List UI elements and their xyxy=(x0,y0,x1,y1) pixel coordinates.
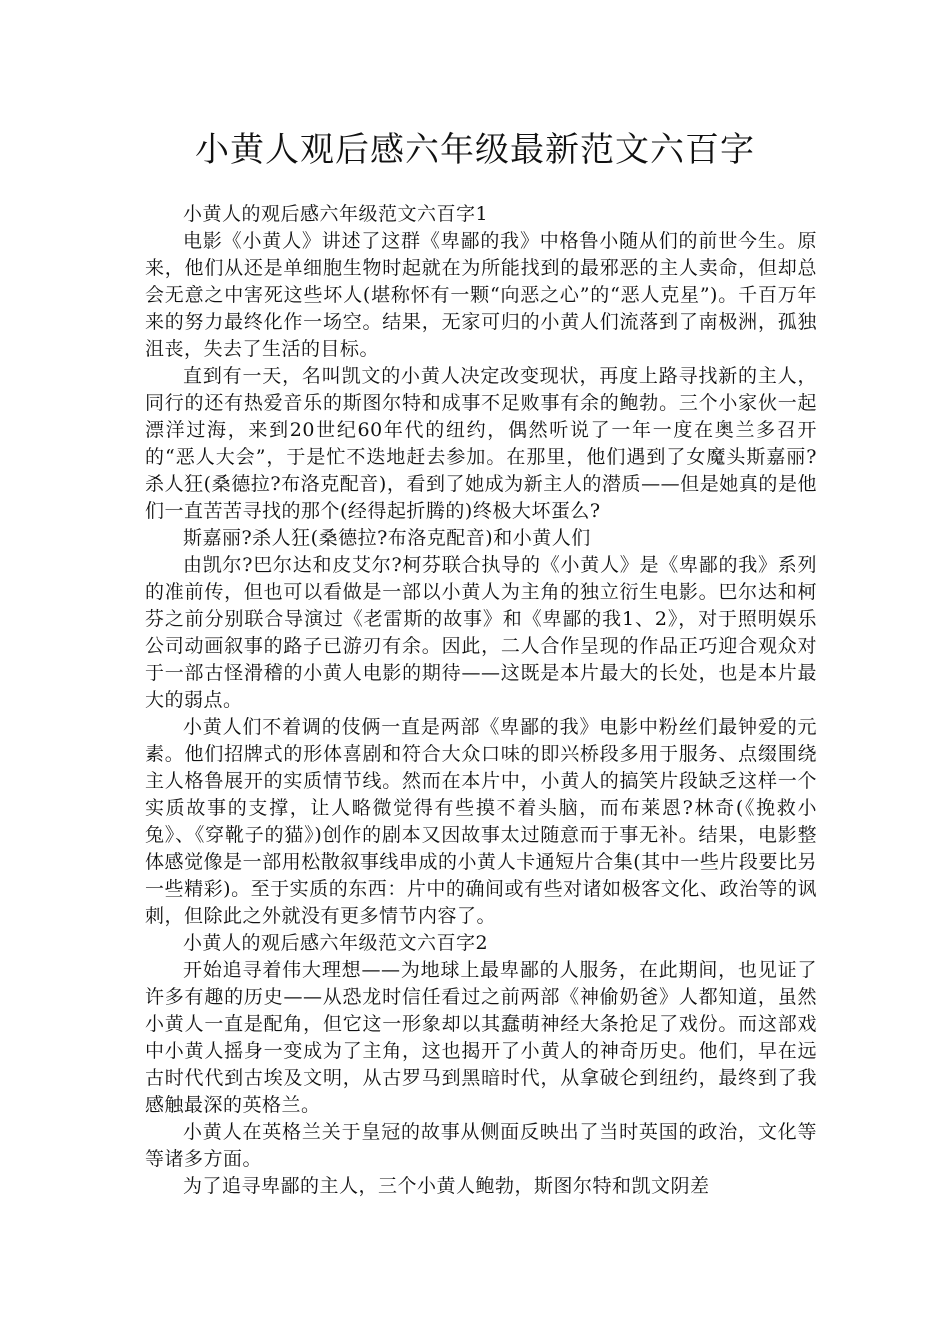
document-body xyxy=(145,201,817,1200)
paragraph-3: 由凯尔?巴尔达和皮艾尔?柯芬联合执导的《小黄人》是《卑鄙的我》系列的准前传，但也可以看做是一部以小黄人为主角的独立衍生电影。巴尔达和柯芬之前分别联合导演过《老雷斯的故事》和《卑鄙的我1、2》，对于照明娱乐公司动画叙事的路子已游刃有余。因此，二人合作呈现的作品正巧迎合观众对于一部古怪滑稽的小黄人电影的期待——这既是本片最大的长处，也是本片最大的弱点。 xyxy=(145,554,817,711)
subheading-caption: 斯嘉丽?杀人狂(桑德拉?布洛克配音)和小黄人们 xyxy=(183,527,591,549)
section-heading-1: 小黄人的观后感六年级范文六百字1 xyxy=(183,203,489,225)
paragraph-7: 为了追寻卑鄙的主人，三个小黄人鲍勃，斯图尔特和凯文阴差 xyxy=(183,1175,710,1197)
paragraph-4: 小黄人们不着调的伎俩一直是两部《卑鄙的我》电影中粉丝们最钟爱的元素。他们招牌式的形体喜剧和符合大众口味的即兴桥段多用于服务、点缀围绕主人格鲁展开的实质情节线。然而在本片中，小黄人的搞笑片段缺乏这样一个实质故事的支撑，让人略微觉得有些摸不着头脑，而布莱恩?林奇(《挽救小兔》、《穿靴子的猫》)创作的剧本又因故事太过随意而于事无补。结果，电影整体感觉像是一部用松散叙事线串成的小黄人卡通短片合集(其中一些片段要比另一些精彩)。至于实质的东西：片中的确间或有些对诸如极客文化、政治等的讽刺，但除此之外就没有更多情节内容了。 xyxy=(145,716,817,927)
paragraph-6: 小黄人在英格兰关于皇冠的故事从侧面反映出了当时英国的政治，文化等等诸多方面。 xyxy=(145,1121,817,1170)
paragraph-2: 直到有一天，名叫凯文的小黄人决定改变现状，再度上路寻找新的主人，同行的还有热爱音乐的斯图尔特和成事不足败事有余的鲍勃。三个小家伙一起漂洋过海，来到20世纪60年代的纽约，偶然听说了一年一度在奥兰多召开的“恶人大会”，于是忙不迭地赶去参加。在那里，他们遇到了女魔头斯嘉丽?杀人狂(桑德拉?布洛克配音)，看到了她成为新主人的潜质——但是她真的是他们一直苦苦寻找的那个(经得起折腾的)终极大坏蛋么? xyxy=(145,365,817,522)
paragraph-1: 电影《小黄人》讲述了这群《卑鄙的我》中格鲁小随从们的前世今生。原来，他们从还是单细胞生物时起就在为所能找到的最邪恶的主人卖命，但却总会无意之中害死这些坏人(堪称怀有一颗“向恶之心”的“恶人克星”)。千百万年来的努力最终化作一场空。结果，无家可归的小黄人们流落到了南极洲，孤独沮丧，失去了生活的目标。 xyxy=(145,230,817,360)
document-title: 小黄人观后感六年级最新范文六百字 xyxy=(195,130,755,170)
section-heading-2: 小黄人的观后感六年级范文六百字2 xyxy=(183,932,489,954)
paragraph-5: 开始追寻着伟大理想——为地球上最卑鄙的人服务，在此期间，也见证了许多有趣的历史——从恐龙时信任看过之前两部《神偷奶爸》人都知道，虽然小黄人一直是配角，但它这一形象却以其蠢萌神经大条抢足了戏份。而这部戏中小黄人摇身一变成为了主角，这也揭开了小黄人的神奇历史。他们，早在远古时代代到古埃及文明，从古罗马到黑暗时代，从拿破仑到纽约，最终到了我感触最深的英格兰。 xyxy=(145,959,817,1116)
